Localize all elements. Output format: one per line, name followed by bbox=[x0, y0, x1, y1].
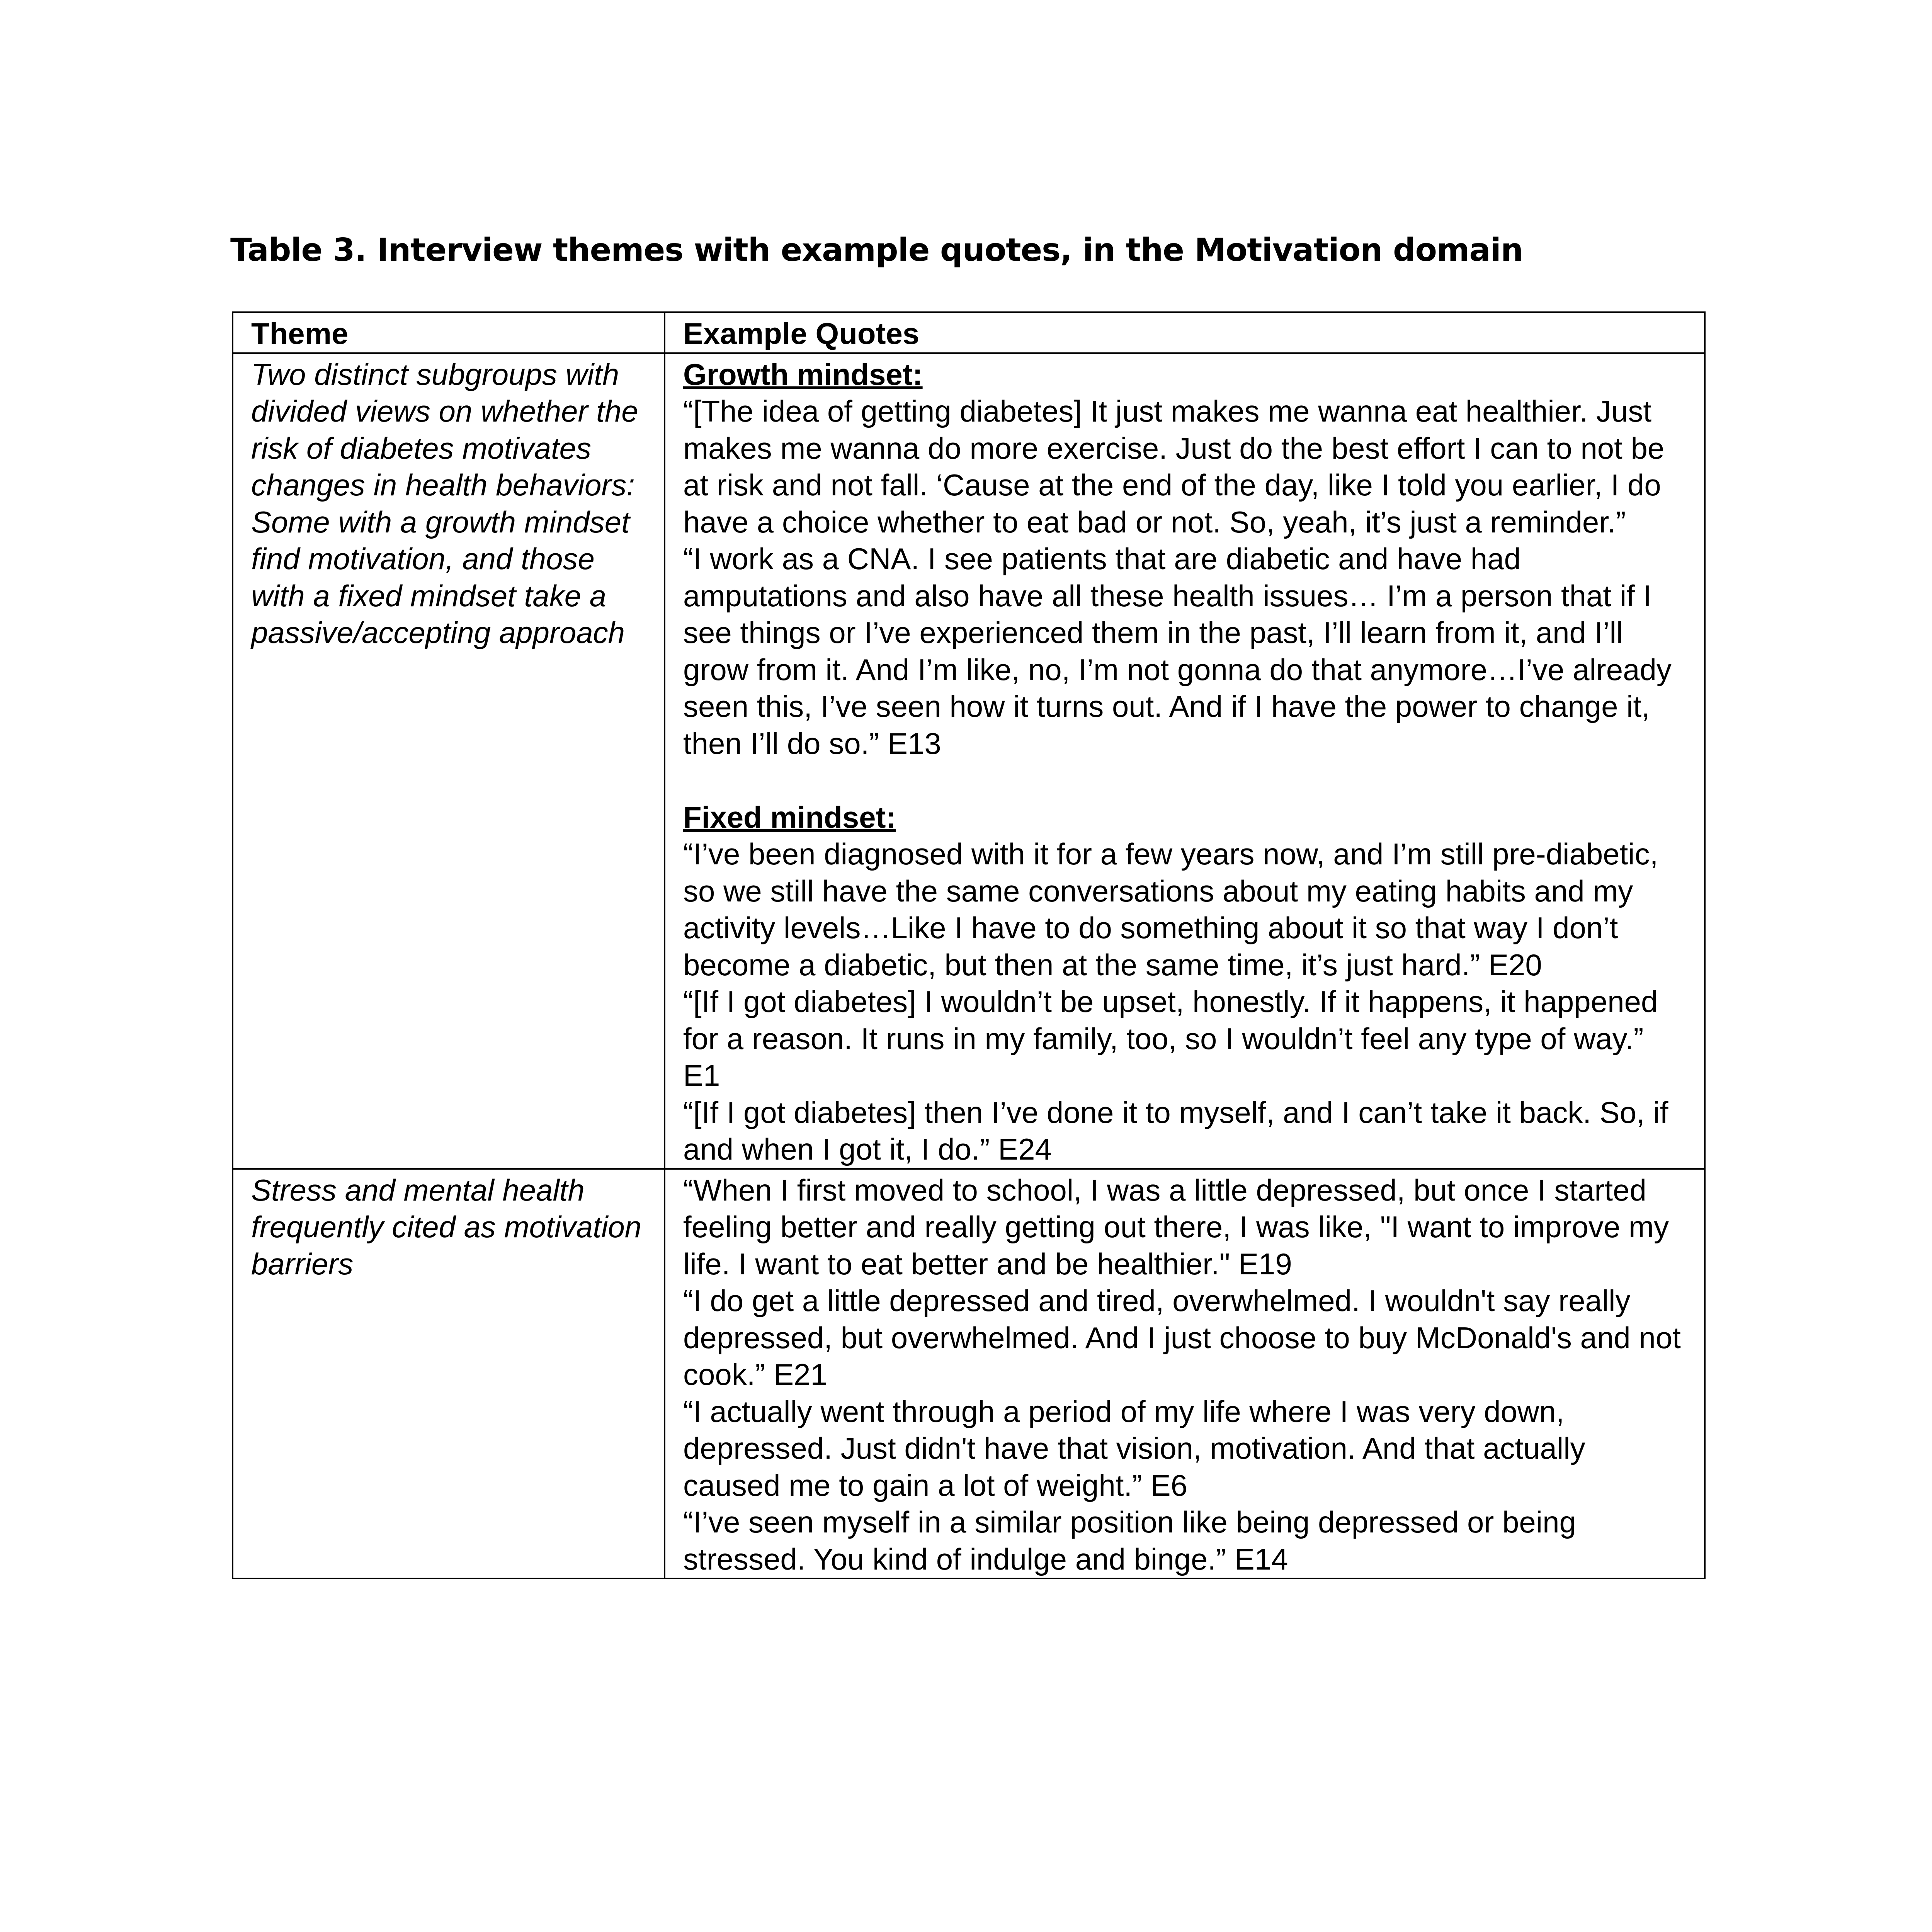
header-theme: Theme bbox=[233, 312, 665, 353]
table-row bbox=[233, 1169, 1705, 1579]
quote: “I actually went through a period of my life where I was very down, depressed. Just didn't have that vision, motivation. And that actually caused me to gain a lot of weight.” E6 bbox=[683, 1394, 1585, 1502]
theme-cell bbox=[233, 353, 665, 1169]
quote: “I’ve been diagnosed with it for a few years now, and I’m still pre-diabetic, so we still have the same conversations about my eating habits and my activity levels…Like I have to do something about it so that way I don’t become a diabetic, but then at the same time, it’s just hard.” E20 bbox=[683, 837, 1658, 982]
fixed-mindset-heading: Fixed mindset: bbox=[683, 800, 896, 834]
quotes-cell bbox=[665, 353, 1705, 1169]
header-example-quotes: Example Quotes bbox=[665, 312, 1705, 353]
theme-text: Stress and mental health frequently cited as motivation barriers bbox=[251, 1173, 642, 1281]
quote: “[The idea of getting diabetes] It just makes me wanna eat healthier. Just makes me wanna do more exercise. Just do the best effort I can to not be at risk and not fall. ‘Cause at the end of the day, like I told you earlier, I do have a choice whether to eat bad or not. So, yeah, it’s just a reminder.” bbox=[683, 394, 1665, 539]
table-title: Table 3. Interview themes with example quotes, in the Motivation domain bbox=[230, 232, 1523, 269]
quote: “When I first moved to school, I was a little depressed, but once I started feeling better and really getting out there, I was like, "I want to improve my life. I want to eat better and be healthier." E19 bbox=[683, 1173, 1669, 1281]
theme-cell bbox=[233, 1169, 665, 1579]
quote: “I do get a little depressed and tired, overwhelmed. I wouldn't say really depressed, but overwhelmed. And I just choose to buy McDonald's and not cook.” E21 bbox=[683, 1284, 1681, 1391]
quote: “[If I got diabetes] then I’ve done it to myself, and I can’t take it back. So, if and when I got it, I do.” E24 bbox=[683, 1095, 1668, 1166]
quote: “I work as a CNA. I see patients that are diabetic and have had amputations and also have all these health issues… I’m a person that if I see things or I’ve experienced them in the past, I’ll learn from it, and I’ll grow from it. And I’m like, no, I’m not gonna do that anymore…I’ve already seen this, I’ve seen how it turns out. And if I have the power to change it, then I’ll do so.” E13 bbox=[683, 542, 1672, 760]
quotes-cell bbox=[665, 1169, 1705, 1579]
quote: “I’ve seen myself in a similar position like being depressed or being stressed. You kind of indulge and binge.” E14 bbox=[683, 1505, 1576, 1576]
growth-mindset-heading: Growth mindset: bbox=[683, 357, 923, 391]
theme-text: Two distinct subgroups with divided views on whether the risk of diabetes motivates changes in health behaviors: bbox=[251, 357, 638, 502]
theme-text: Some with a growth mindset find motivation, and those with a fixed mindset take a passive/accepting approach bbox=[251, 505, 630, 650]
table-header-row bbox=[233, 312, 1705, 353]
table-row bbox=[233, 353, 1705, 1169]
quote: “[If I got diabetes] I wouldn’t be upset, honestly. If it happens, it happened for a reason. It runs in my family, too, so I wouldn’t feel any type of way.” E1 bbox=[683, 985, 1658, 1092]
themes-table bbox=[232, 311, 1706, 1579]
blank-line bbox=[683, 762, 1689, 799]
